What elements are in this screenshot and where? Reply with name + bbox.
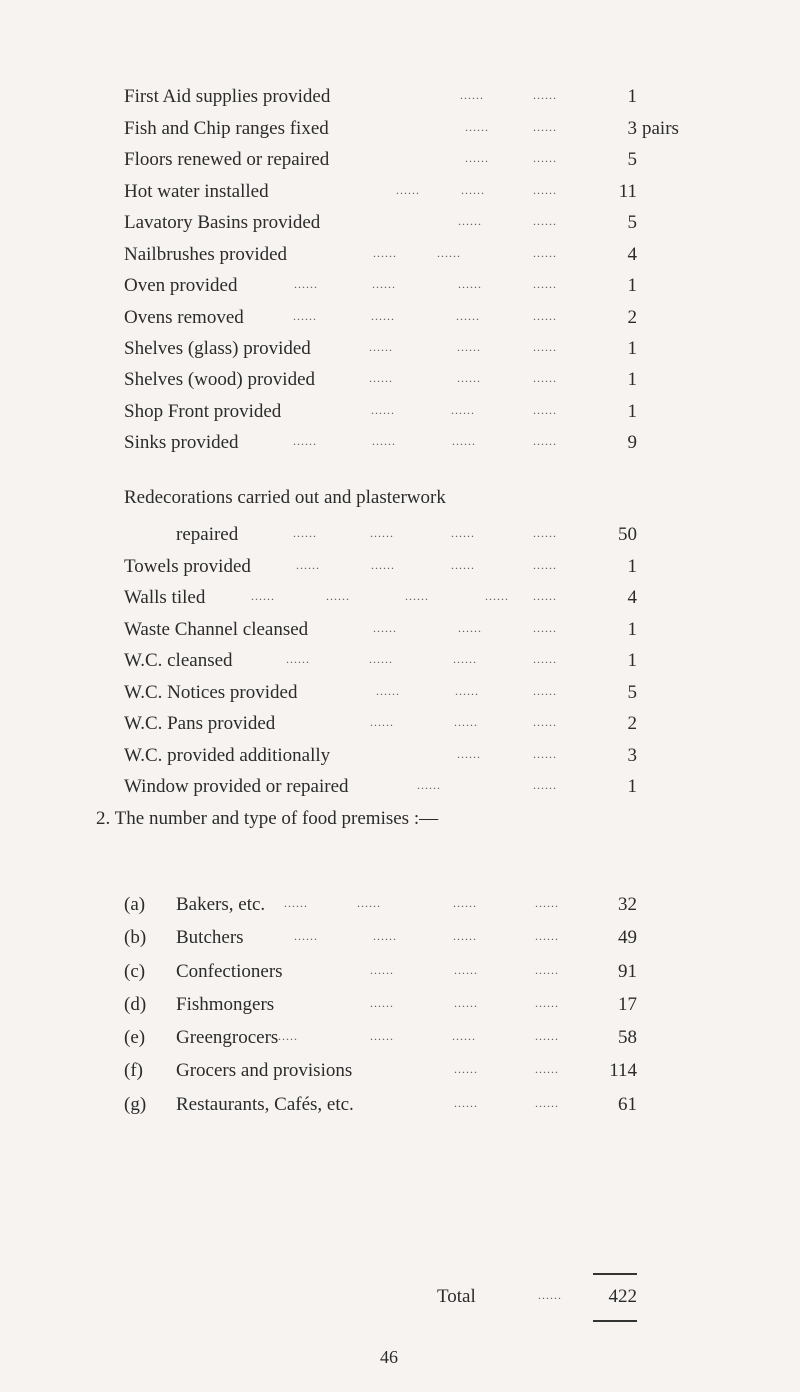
category-row — [0, 891, 800, 919]
item-row — [0, 742, 800, 770]
leader-dots: ...... — [533, 214, 557, 228]
item-row — [0, 304, 800, 332]
leader-dots: ...... — [535, 996, 559, 1010]
leader-dots: ...... — [293, 434, 317, 448]
item-value: 1 — [627, 619, 637, 640]
category-label: Fishmongers — [176, 994, 275, 1015]
leader-dots: ...... — [533, 747, 557, 761]
item-label: Hot water installed — [124, 181, 269, 202]
leader-dots: ...... — [538, 1288, 562, 1302]
leader-dots: ...... — [453, 929, 477, 943]
item-label: W.C. Pans provided — [124, 713, 276, 734]
leader-dots: ...... — [455, 684, 479, 698]
leader-dots: ...... — [535, 1062, 559, 1076]
category-value: 17 — [618, 994, 637, 1015]
leader-dots: ...... — [533, 151, 557, 165]
leader-dots: ...... — [535, 963, 559, 977]
leader-dots: ...... — [451, 526, 475, 540]
item-value: 1 — [627, 338, 637, 359]
item-row — [0, 241, 800, 269]
leader-dots: ...... — [454, 1062, 478, 1076]
item-row — [0, 83, 800, 111]
leader-dots: ...... — [371, 403, 395, 417]
item-row — [0, 335, 800, 363]
item-row — [0, 366, 800, 394]
category-letter: (f) — [124, 1060, 143, 1081]
item-label: Towels provided — [124, 556, 251, 577]
category-row — [0, 1091, 800, 1119]
item-value: 11 — [618, 181, 637, 202]
leader-dots: ...... — [533, 684, 557, 698]
item-label: W.C. Notices provided — [124, 682, 298, 703]
leader-dots: ...... — [535, 1096, 559, 1110]
leader-dots: ...... — [465, 151, 489, 165]
item-row — [0, 178, 800, 206]
leader-dots: ...... — [533, 246, 557, 260]
leader-dots: ...... — [533, 183, 557, 197]
category-label: Bakers, etc. — [176, 894, 266, 915]
category-label: Greengrocers — [176, 1027, 279, 1048]
leader-dots: ...... — [369, 340, 393, 354]
item-value: 2 — [627, 307, 637, 328]
category-letter: (d) — [124, 994, 147, 1015]
category-letter: (b) — [124, 927, 147, 948]
leader-dots: ...... — [293, 309, 317, 323]
total-row — [0, 1283, 800, 1311]
item-row — [0, 209, 800, 237]
leader-dots: ...... — [284, 896, 308, 910]
leader-dots: ...... — [452, 434, 476, 448]
item-label: Shelves (glass) provided — [124, 338, 311, 359]
category-value: 114 — [609, 1060, 637, 1081]
leader-dots: ...... — [454, 963, 478, 977]
item-value: 1 — [627, 776, 637, 797]
item-label: repaired — [176, 524, 239, 545]
page-number: 46 — [380, 1347, 398, 1367]
leader-dots: ...... — [454, 1096, 478, 1110]
item-row — [0, 773, 800, 801]
leader-dots: ...... — [457, 747, 481, 761]
category-letter: (e) — [124, 1027, 146, 1048]
item-value: 1 — [627, 556, 637, 577]
leader-dots: ...... — [456, 309, 480, 323]
item-label: Lavatory Basins provided — [124, 212, 321, 233]
leader-dots: ...... — [533, 340, 557, 354]
item-row — [0, 272, 800, 300]
category-row — [0, 958, 800, 986]
item-value: 5 — [627, 682, 637, 703]
leader-dots: ...... — [370, 996, 394, 1010]
leader-dots: ...... — [453, 896, 477, 910]
item-value: 9 — [627, 432, 637, 453]
leader-dots: ...... — [371, 309, 395, 323]
item-value: 1 — [627, 401, 637, 422]
category-row — [0, 924, 800, 952]
leader-dots: ...... — [533, 589, 557, 603]
item-label: Window provided or repaired — [124, 776, 349, 797]
leader-dots: ...... — [296, 558, 320, 572]
leader-dots: ...... — [454, 715, 478, 729]
leader-dots: ...... — [535, 896, 559, 910]
leader-dots: ...... — [458, 621, 482, 635]
item-label: Floors renewed or repaired — [124, 149, 330, 170]
leader-dots: ...... — [417, 778, 441, 792]
leader-dots: ...... — [376, 684, 400, 698]
category-value: 58 — [618, 1027, 637, 1048]
item-row — [0, 484, 800, 512]
leader-dots: ...... — [294, 277, 318, 291]
leader-dots: ...... — [458, 214, 482, 228]
category-value: 61 — [618, 1094, 637, 1115]
item-row — [0, 679, 800, 707]
item-label: Redecorations carried out and plasterwork — [124, 487, 446, 508]
item-value: 50 — [618, 524, 637, 545]
leader-dots: ...... — [535, 1029, 559, 1043]
leader-dots: ...... — [533, 778, 557, 792]
leader-dots: ...... — [465, 120, 489, 134]
leader-dots: ...... — [461, 183, 485, 197]
total-rule-bottom — [593, 1320, 637, 1322]
leader-dots: ...... — [437, 246, 461, 260]
item-row — [0, 146, 800, 174]
item-label: W.C. cleansed — [124, 650, 233, 671]
leader-dots: ...... — [533, 88, 557, 102]
category-letter: (c) — [124, 961, 146, 982]
item-label: Walls tiled — [124, 587, 206, 608]
item-label: First Aid supplies provided — [124, 86, 331, 107]
item-value: 3 — [627, 745, 637, 766]
leader-dots: ...... — [457, 340, 481, 354]
leader-dots: ...... — [286, 652, 310, 666]
item-value: 5 — [627, 149, 637, 170]
leader-dots: ...... — [451, 403, 475, 417]
item-row — [0, 115, 800, 143]
item-row — [0, 429, 800, 457]
category-value: 32 — [618, 894, 637, 915]
category-label: Butchers — [176, 927, 244, 948]
item-row — [0, 584, 800, 612]
leader-dots: ...... — [369, 371, 393, 385]
category-value: 49 — [618, 927, 637, 948]
leader-dots: ...... — [533, 120, 557, 134]
item-value: 2 — [627, 713, 637, 734]
leader-dots: ...... — [373, 246, 397, 260]
item-row — [0, 553, 800, 581]
item-row — [0, 647, 800, 675]
leader-dots: ...... — [372, 434, 396, 448]
category-row — [0, 991, 800, 1019]
category-label: Restaurants, Cafés, etc. — [176, 1094, 354, 1115]
leader-dots: ...... — [533, 309, 557, 323]
category-letter: (a) — [124, 894, 146, 915]
leader-dots: ...... — [373, 621, 397, 635]
item-label: Shop Front provided — [124, 401, 282, 422]
item-row — [0, 710, 800, 738]
category-row — [0, 1057, 800, 1085]
item-value: 4 — [627, 244, 637, 265]
leader-dots: ...... — [453, 652, 477, 666]
item-unit: pairs — [642, 118, 679, 139]
leader-dots: ...... — [533, 558, 557, 572]
item-label: Sinks provided — [124, 432, 239, 453]
leader-dots: ...... — [293, 526, 317, 540]
leader-dots: ...... — [533, 526, 557, 540]
leader-dots: ...... — [533, 277, 557, 291]
leader-dots: ...... — [370, 1029, 394, 1043]
item-value: 1 — [627, 275, 637, 296]
leader-dots: ...... — [357, 896, 381, 910]
leader-dots: ...... — [326, 589, 350, 603]
section-heading: 2. The number and type of food premises :— — [96, 808, 439, 829]
item-label: Ovens removed — [124, 307, 244, 328]
total-value: 422 — [608, 1286, 637, 1307]
category-label: Confectioners — [176, 961, 283, 982]
item-value: 1 — [627, 86, 637, 107]
leader-dots: ...... — [535, 929, 559, 943]
category-label: Grocers and provisions — [176, 1060, 353, 1081]
leader-dots: ...... — [454, 996, 478, 1010]
item-value: 3 — [627, 118, 637, 139]
leader-dots: ...... — [373, 929, 397, 943]
leader-dots: ...... — [452, 1029, 476, 1043]
leader-dots: ...... — [372, 277, 396, 291]
item-label: Oven provided — [124, 275, 238, 296]
leader-dots: ...... — [370, 963, 394, 977]
leader-dots: ...... — [533, 715, 557, 729]
leader-dots: ...... — [457, 371, 481, 385]
leader-dots: ...... — [533, 621, 557, 635]
leader-dots: ...... — [405, 589, 429, 603]
item-label: W.C. provided additionally — [124, 745, 331, 766]
leader-dots: ...... — [251, 589, 275, 603]
category-row — [0, 1024, 800, 1052]
item-value: 4 — [627, 587, 637, 608]
leader-dots: ...... — [369, 652, 393, 666]
leader-dots: ...... — [294, 929, 318, 943]
leader-dots: ...... — [370, 715, 394, 729]
leader-dots: ...... — [460, 88, 484, 102]
category-letter: (g) — [124, 1094, 147, 1115]
leader-dots: ...... — [533, 371, 557, 385]
item-value: 5 — [627, 212, 637, 233]
leader-dots: ...... — [458, 277, 482, 291]
leader-dots: ...... — [533, 652, 557, 666]
item-row — [0, 521, 800, 549]
item-label: Shelves (wood) provided — [124, 369, 316, 390]
item-label: Fish and Chip ranges fixed — [124, 118, 329, 139]
item-value: 1 — [627, 650, 637, 671]
leader-dots: ...... — [370, 526, 394, 540]
item-value: 1 — [627, 369, 637, 390]
leader-dots: ...... — [533, 434, 557, 448]
leader-dots: ...... — [396, 183, 420, 197]
item-label: Waste Channel cleansed — [124, 619, 309, 640]
leader-dots: ...... — [371, 558, 395, 572]
item-row — [0, 398, 800, 426]
item-row — [0, 616, 800, 644]
category-value: 91 — [618, 961, 637, 982]
leader-dots: ...... — [485, 589, 509, 603]
leader-dots: ...... — [451, 558, 475, 572]
leader-dots: ...... — [274, 1029, 298, 1043]
total-rule-top — [593, 1273, 637, 1275]
total-label: Total — [437, 1286, 476, 1307]
item-label: Nailbrushes provided — [124, 244, 288, 265]
leader-dots: ...... — [533, 403, 557, 417]
